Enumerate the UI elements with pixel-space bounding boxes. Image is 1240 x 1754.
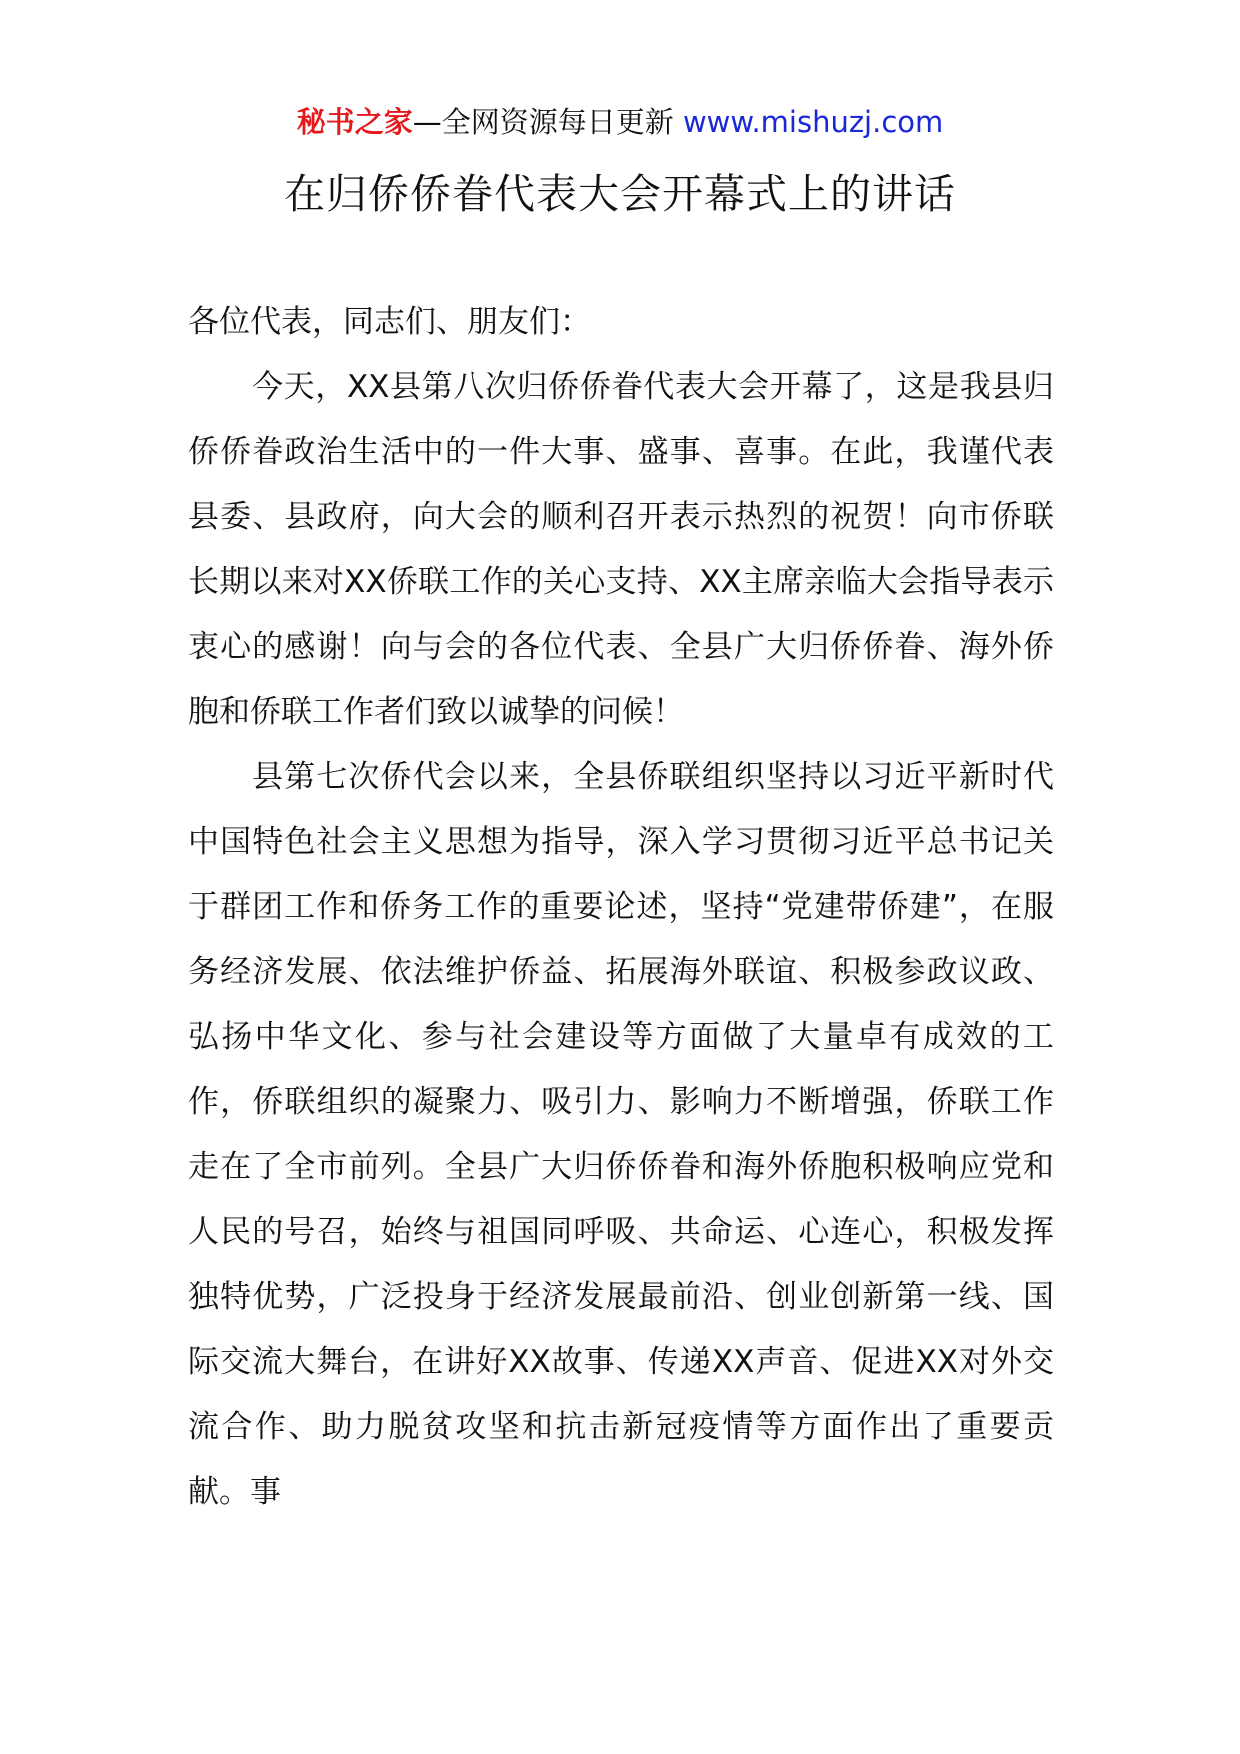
site-header (0, 100, 1240, 144)
document-title: 在归侨侨眷代表大会开幕式上的讲话 (284, 170, 956, 218)
brand-name: 秘书之家 (296, 105, 413, 139)
header-dash: — (412, 105, 442, 139)
paragraph-opening: 今天，XX县第八次归侨侨眷代表大会开幕了，这是我县归侨侨眷政治生活中的一件大事、盛事、喜事。在此，我谨代表县委、县政府，向大会的顺利召开表示热烈的祝贺！向市侨联长期以来对XX侨联工作的关心支持、XX主席亲临大会指导表示衷心的感谢！向与会的各位代表、全县广大归侨侨眷、海外侨胞和侨联工作者们致以诚挚的问候！ (188, 369, 1054, 730)
salutation: 各位代表，同志们、朋友们： (188, 304, 591, 340)
paragraph-achievements: 县第七次侨代会以来，全县侨联组织坚持以习近平新时代中国特色社会主义思想为指导，深入学习贯彻习近平总书记关于群团工作和侨务工作的重要论述，坚持“党建带侨建”，在服务经济发展、依法维护侨益、拓展海外联谊、积极参政议政、弘扬中华文化、参与社会建设等方面做了大量卓有成效的工作，侨联组织的凝聚力、吸引力、影响力不断增强，侨联工作走在了全市前列。全县广大归侨侨眷和海外侨胞积极响应党和人民的号召，始终与祖国同呼吸、共命运、心连心，积极发挥独特优势，广泛投身于经济发展最前沿、创业创新第一线、国际交流大舞台，在讲好XX故事、传递XX声音、促进XX对外交流合作、助力脱贫攻坚和抗击新冠疫情等方面作出了重要贡献。事 (188, 759, 1054, 1510)
site-url-link[interactable]: www.mishuzj.com (682, 105, 944, 139)
document-body (188, 290, 1054, 1525)
header-tagline: 全网资源每日更新 (441, 105, 674, 139)
